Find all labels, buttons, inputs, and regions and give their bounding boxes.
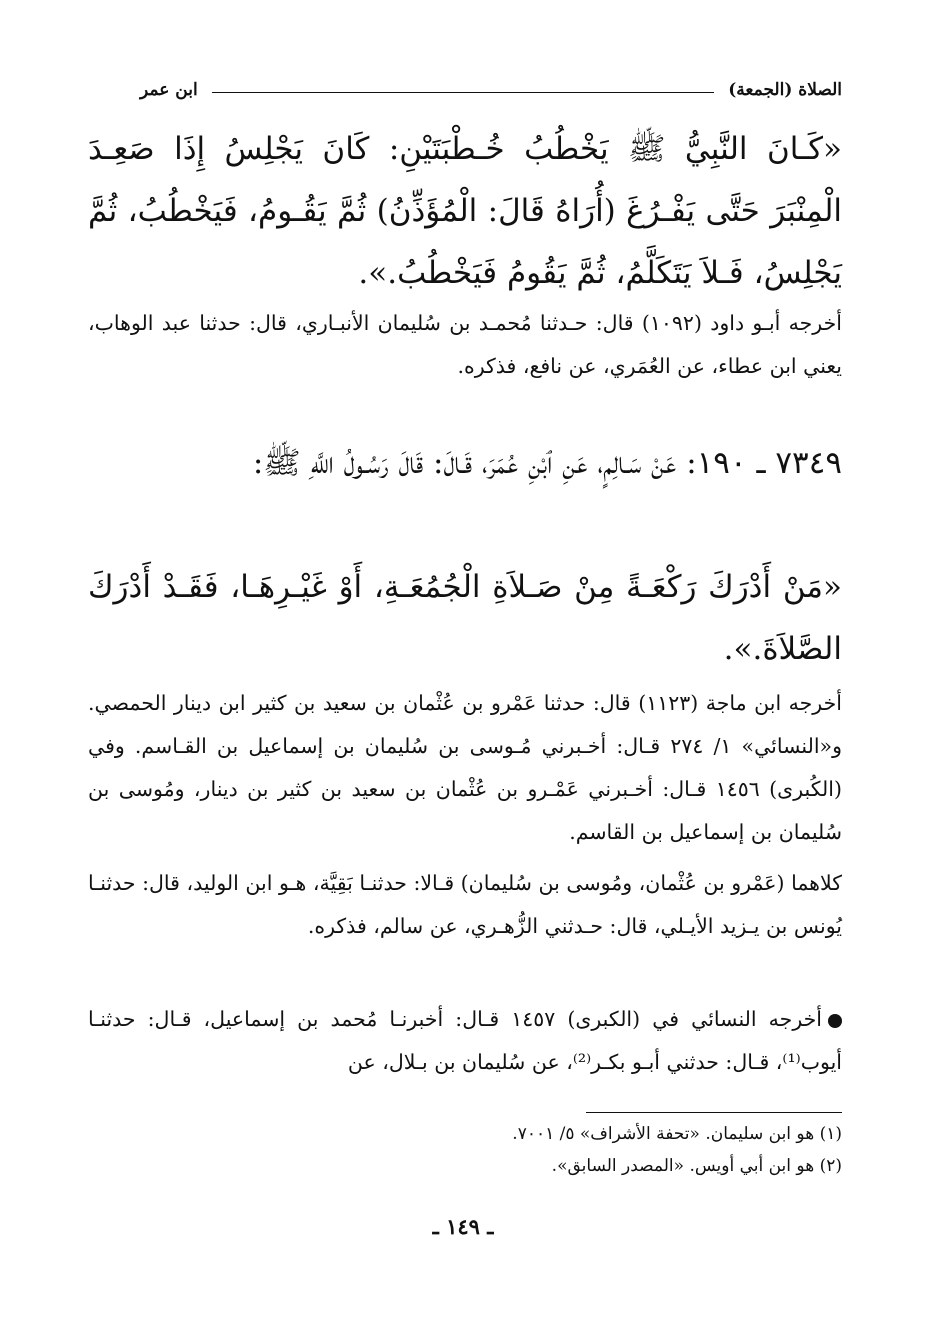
bullet-icon	[828, 1014, 842, 1028]
header-rule	[212, 92, 715, 93]
takhrij-paragraph-4	[88, 998, 842, 1084]
page-number: ـ ١٤٩ ـ	[432, 1214, 494, 1239]
running-header	[140, 76, 842, 104]
takhrij-paragraph-3: كلاهما (عَمْرو بن عُثْمان، ومُوسى بن سُليمان) قـالا: حدثنـا بَقِيَّة، هـو ابن الوليد، قال: حدثنـا يُونس بن يـزيد الأيـلي، قال: حـدثني الزُّهـري، عن سالم، فذكره.	[88, 871, 842, 938]
footnotes	[88, 1118, 842, 1182]
takhrij-paragraph-4-text: أخرجه النسائي في (الكبرى) ١٤٥٧ قـال: أخبرنـا مُحمد بن إسماعيل، قـال: حدثنـا أيوب⁽¹⁾، قـال: حدثني أبـو بكـر⁽²⁾، عن سُليمان بن بـلال، عن	[88, 1007, 842, 1074]
hadith-text-1: «كَـانَ النَّبِيُّ ﷺ يَخْطُبُ خُـطْبَتَيْنِ: كَانَ يَجْلِسُ إِذَا صَعِـدَ الْمِنْبَرَ حَتَّى يَفْـرُغَ (أُرَاهُ قَالَ: الْمُؤَذِّنُ) ثُمَّ يَقُـومُ، فَيَخْطُبُ، ثُمَّ يَجْلِسُ، فَـلاَ يَتَكَلَّمُ، ثُمَّ يَقُومُ فَيَخْطُبُ.».	[88, 131, 842, 291]
takhrij-paragraph-1: أخرجه أبـو داود (١٠٩٢) قال: حـدثنا مُحمـد بن سُليمان الأنبـاري، قال: حدثنا عبد الوهاب، يعني ابن عطاء، عن العُمَري، عن نافع، فذكره.	[88, 311, 842, 378]
footnote-2: (٢) هو ابن أبي أويس. «المصدر السابق».	[551, 1156, 842, 1176]
chapter-title: الصلاة (الجمعة)	[728, 80, 842, 100]
takhrij-paragraph-2: أخرجه ابن ماجة (١١٢٣) قال: حدثنا عَمْرو بن عُثْمان بن سعيد بن كثير ابن دينار الحمصي. و«النسائي» ١/ ٢٧٤ قـال: أخـبرني مُـوسى بن سُليمان بن إسماعيل بن القـاسم. وفي (الكُبرى) ١٤٥٦ قـال: أخـبرني عَمْـرو بن عُثْمان بن سعيد بن كثير بن دينار، ومُوسى بن سُليمان بن إسماعيل بن القاسم.	[88, 691, 842, 844]
narrator-name: ابن عمر	[140, 80, 198, 100]
hadith-text-2: «مَنْ أَدْرَكَ رَكْعَـةً مِنْ صَـلاَةِ الْجُمُعَـةِ، أَوْ غَيْـرِهَـا، فَقَـدْ أَدْرَكَ الصَّلاَةَ.».	[88, 569, 842, 667]
footnote-1: (١) هو ابن سليمان. «تحفة الأشراف» ٥/ ٧٠٠١.	[512, 1124, 842, 1144]
footnote-separator	[586, 1112, 842, 1113]
hadith-heading-7349: ٧٣٤٩ ـ ١٩٠: عَنْ سَـالِمٍ، عَنِ ٱبْنِ عُمَرَ، قَـالَ: قَالَ رَسُـولُ اللَّهِ ﷺ:	[252, 445, 842, 481]
